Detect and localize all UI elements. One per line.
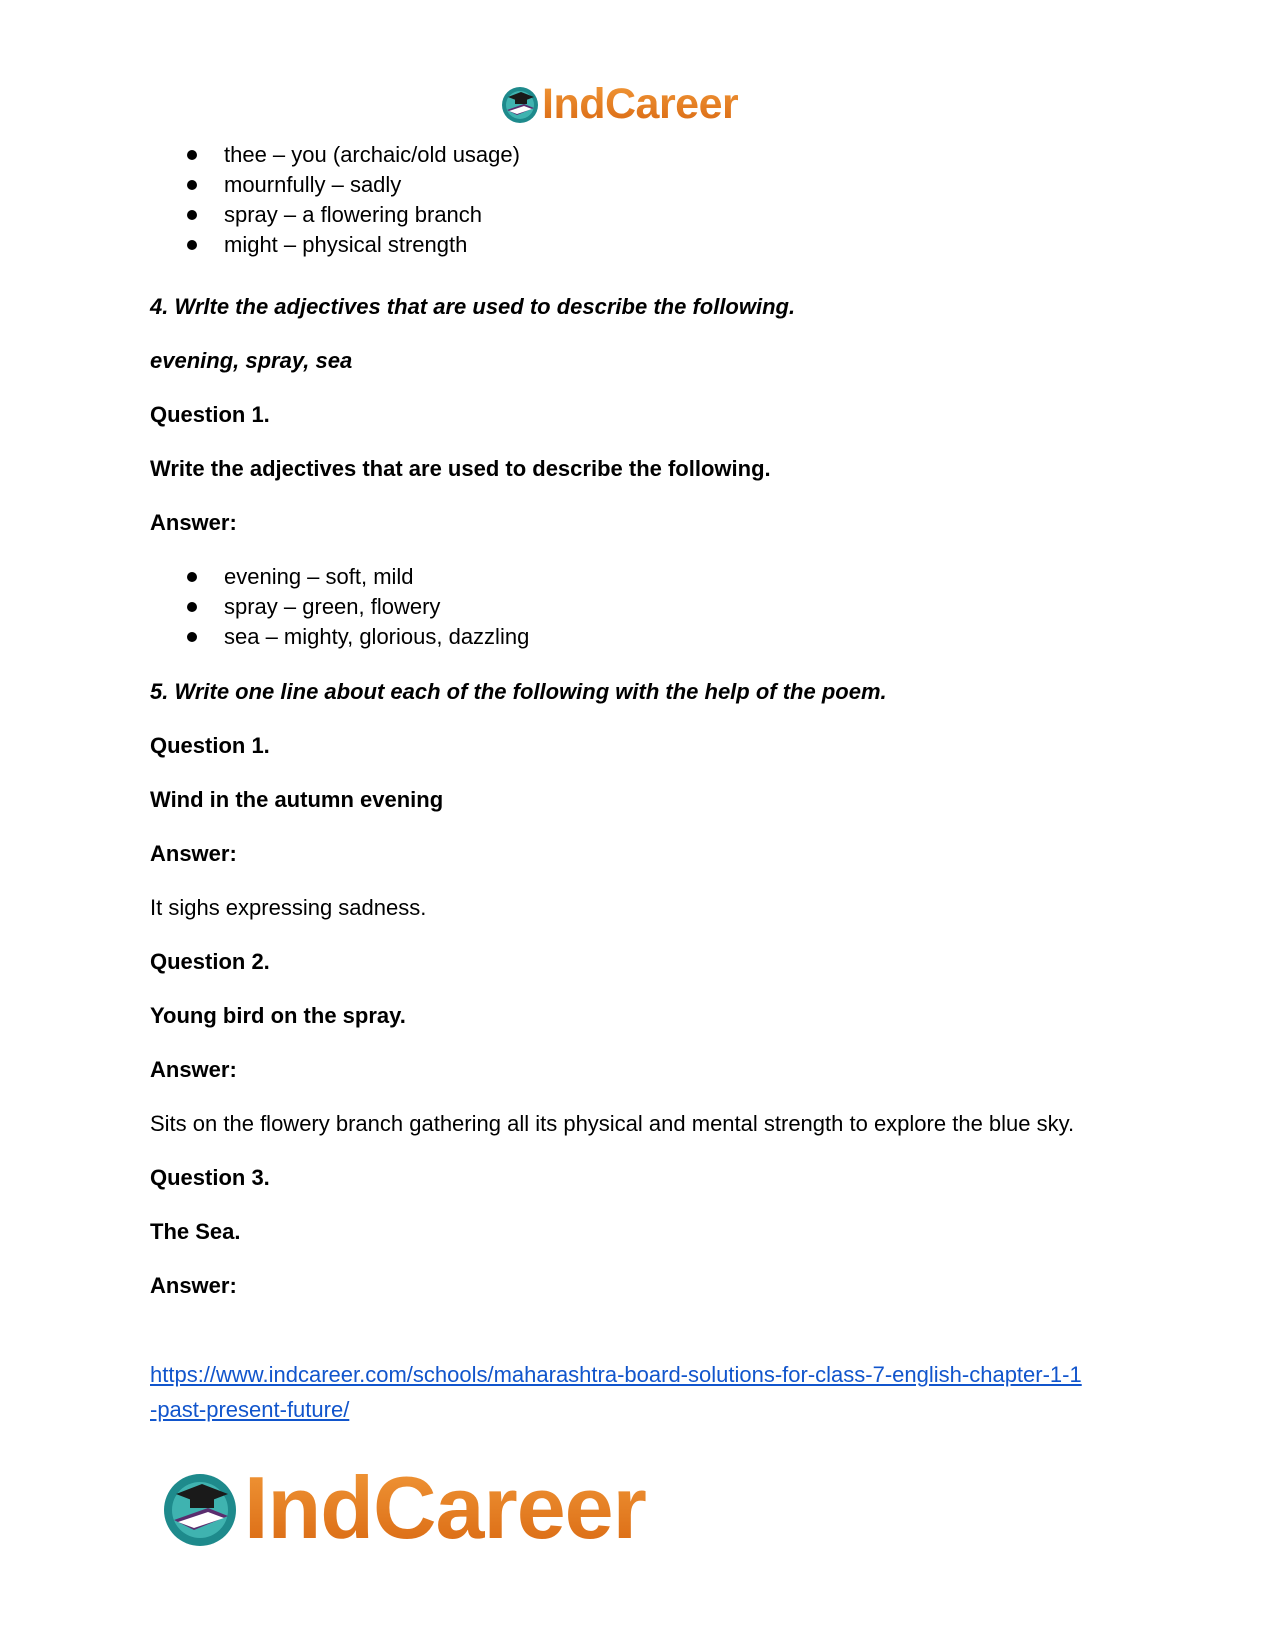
bullet-icon (187, 240, 197, 250)
section5-q2-answer: Sits on the flowery branch gathering all its physical and mental strength to explore the blue sky. (150, 1111, 1075, 1136)
bullet-icon (187, 602, 197, 612)
section4-question-text: Write the adjectives that are used to describe the following. (150, 456, 771, 481)
section5-q1-text: Wind in the autumn evening (150, 787, 444, 812)
bullet-icon (187, 210, 197, 220)
section5-q1-answer: It sighs expressing sadness. (150, 895, 427, 920)
graduation-book-icon (160, 1468, 240, 1548)
section4-words: evening, spray, sea (150, 348, 353, 373)
footer-logo-text: IndCareer (244, 1458, 646, 1557)
section5-q3-label: Question 3. (150, 1165, 270, 1190)
list-item: thee – you (archaic/old usage) (150, 142, 520, 172)
header-logo-text: IndCareer (542, 79, 739, 128)
section4-answer-list (150, 564, 529, 654)
source-link-line2[interactable]: -past-present-future/ (150, 1397, 350, 1422)
section4-heading: 4. Wrlte the adjectives that are used to describe the following. (150, 294, 796, 319)
footer-logo (160, 1458, 646, 1557)
vocab-list (150, 142, 520, 262)
section5-q1-label: Question 1. (150, 733, 270, 758)
section5-q2-answer-label: Answer: (150, 1057, 237, 1082)
list-item: evening – soft, mild (150, 564, 529, 594)
section5-q2-label: Question 2. (150, 949, 270, 974)
graduation-book-icon (500, 84, 540, 124)
section4-answer-label: Answer: (150, 510, 237, 535)
section5-heading: 5. Write one line about each of the following with the help of the poem. (150, 679, 887, 704)
bullet-icon (187, 632, 197, 642)
header-logo (500, 79, 739, 128)
bullet-icon (187, 150, 197, 160)
list-item: spray – green, flowery (150, 594, 529, 624)
list-item: sea – mighty, glorious, dazzling (150, 624, 529, 654)
list-item: might – physical strength (150, 232, 520, 262)
bullet-icon (187, 572, 197, 582)
section5-q3-answer-label: Answer: (150, 1273, 237, 1298)
list-item: spray – a flowering branch (150, 202, 520, 232)
section5-q3-text: The Sea. (150, 1219, 241, 1244)
bullet-icon (187, 180, 197, 190)
section5-q2-text: Young bird on the spray. (150, 1003, 406, 1028)
source-link-line1[interactable]: https://www.indcareer.com/schools/maharashtra-board-solutions-for-class-7-english-chapter-1-1 (150, 1362, 1082, 1387)
section5-q1-answer-label: Answer: (150, 841, 237, 866)
list-item: mournfully – sadly (150, 172, 520, 202)
section4-question-label: Question 1. (150, 402, 270, 427)
